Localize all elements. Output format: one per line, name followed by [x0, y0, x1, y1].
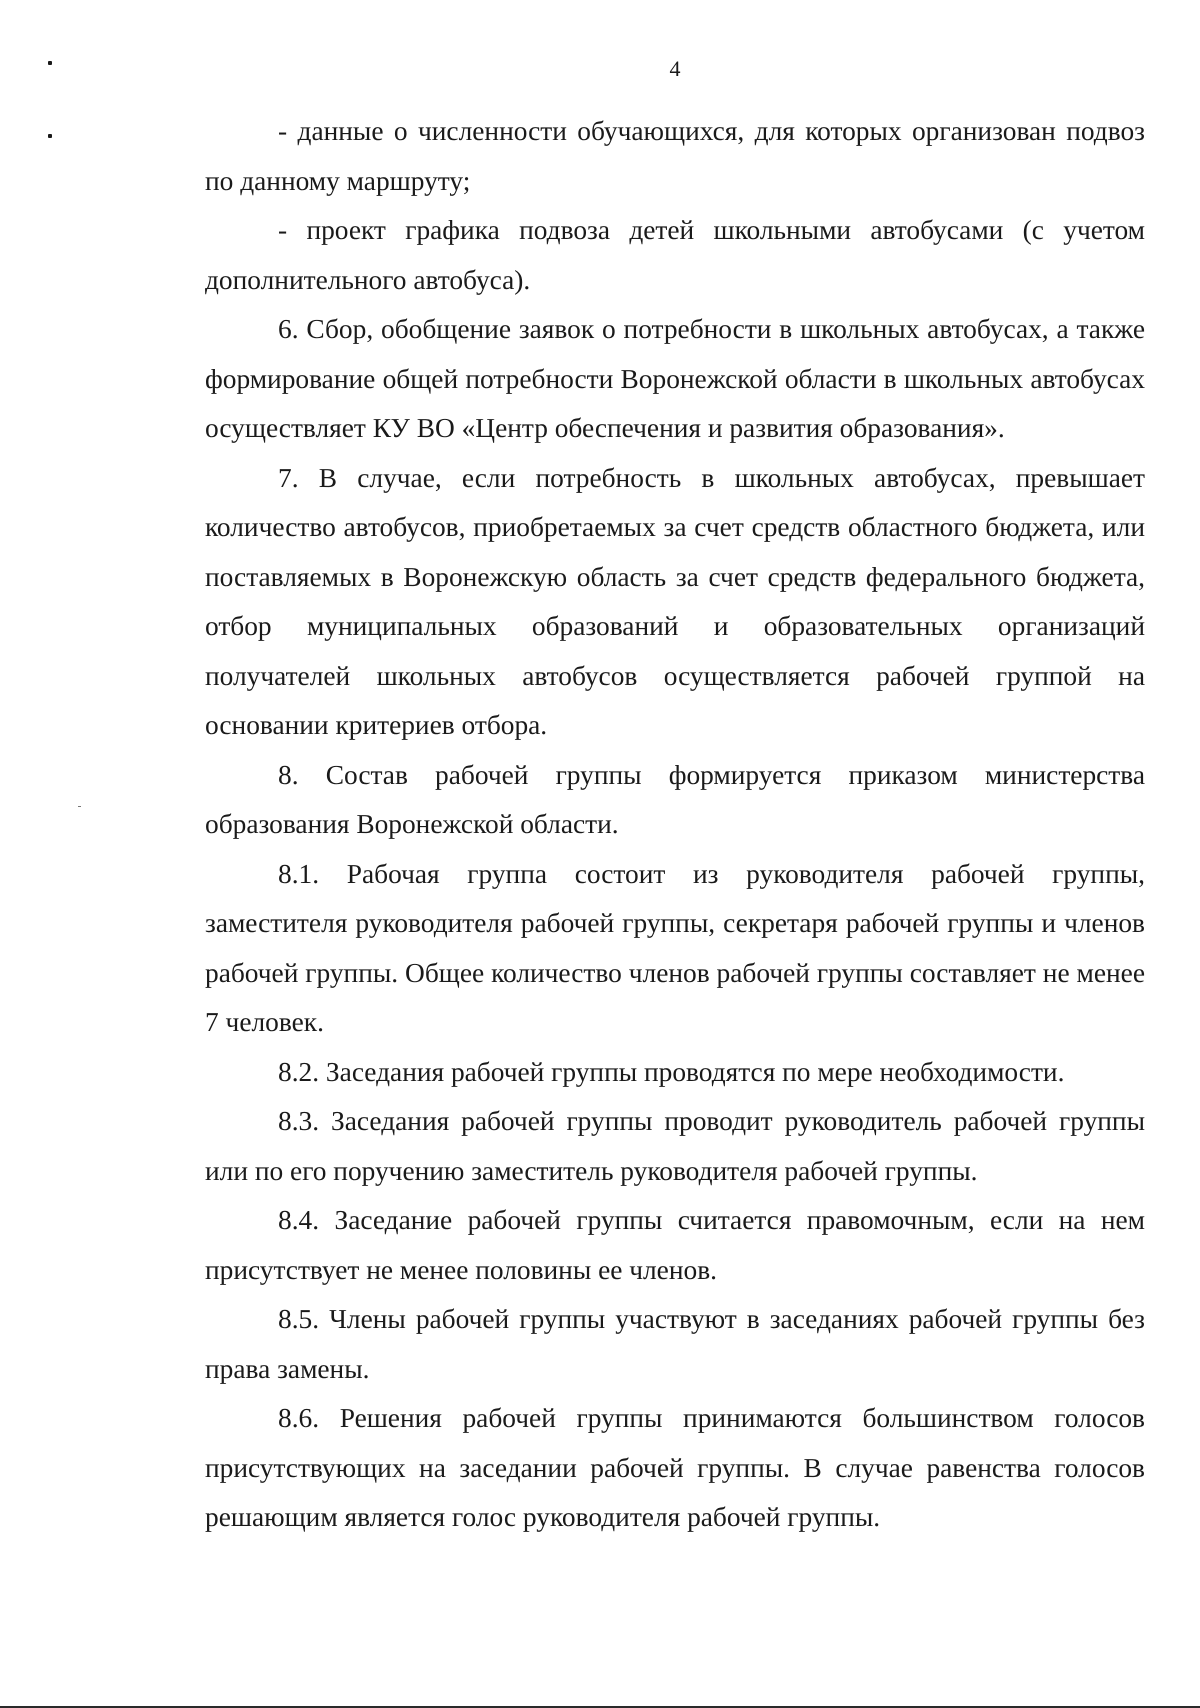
paragraph-8-5: 8.5. Члены рабочей группы участвуют в заседаниях рабочей группы без права замены. — [205, 1304, 1145, 1384]
paragraph-6: 6. Сбор, обобщение заявок о потребности в школьных автобусах, а также формирование общей потребности Воронежской области в школьных автобусах осуществляет КУ ВО «Центр обеспечения и развития образования». — [205, 314, 1145, 443]
page-number: 4 — [669, 56, 681, 81]
paragraph-schedule-project: - проект графика подвоза детей школьными автобусами (с учетом дополнительного автобуса). — [205, 215, 1145, 295]
paragraph-8-4: 8.4. Заседание рабочей группы считается правомочным, если на нем присутствует не менее половины ее членов. — [205, 1205, 1145, 1285]
paragraph-student-count: - данные о численности обучающихся, для которых организован подвоз по данному маршруту; — [205, 116, 1145, 196]
paragraph-8: 8. Состав рабочей группы формируется приказом министерства образования Воронежской области. — [205, 759, 1145, 839]
scan-speck — [48, 134, 52, 138]
paragraph-8-6: 8.6. Решения рабочей группы принимаются большинством голосов присутствующих на заседании рабочей группы. В случае равенства голосов решающим является голос руководителя рабочей группы. — [205, 1403, 1145, 1532]
document-body — [205, 107, 1145, 1543]
scan-speck — [78, 806, 81, 807]
paragraph-8-3: 8.3. Заседания рабочей группы проводит руководитель рабочей группы или по его поручению заместитель руководителя рабочей группы. — [205, 1106, 1145, 1186]
paragraph-7: 7. В случае, если потребность в школьных автобусах, превышает количество автобусов, приобретаемых за счет средств областного бюджета, или поставляемых в Воронежскую область за счет средств федерального бюджета, отбор муниципальных образований и образовательных организаций получателей школьных автобусов осуществляется рабочей группой на основании критериев отбора. — [205, 462, 1145, 740]
paragraph-8-1: 8.1. Рабочая группа состоит из руководителя рабочей группы, заместителя руководителя рабочей группы, секретаря рабочей группы и членов рабочей группы. Общее количество членов рабочей группы составляет не менее 7 человек. — [205, 858, 1145, 1037]
paragraph-8-2: 8.2. Заседания рабочей группы проводятся по мере необходимости. — [278, 1056, 1065, 1087]
